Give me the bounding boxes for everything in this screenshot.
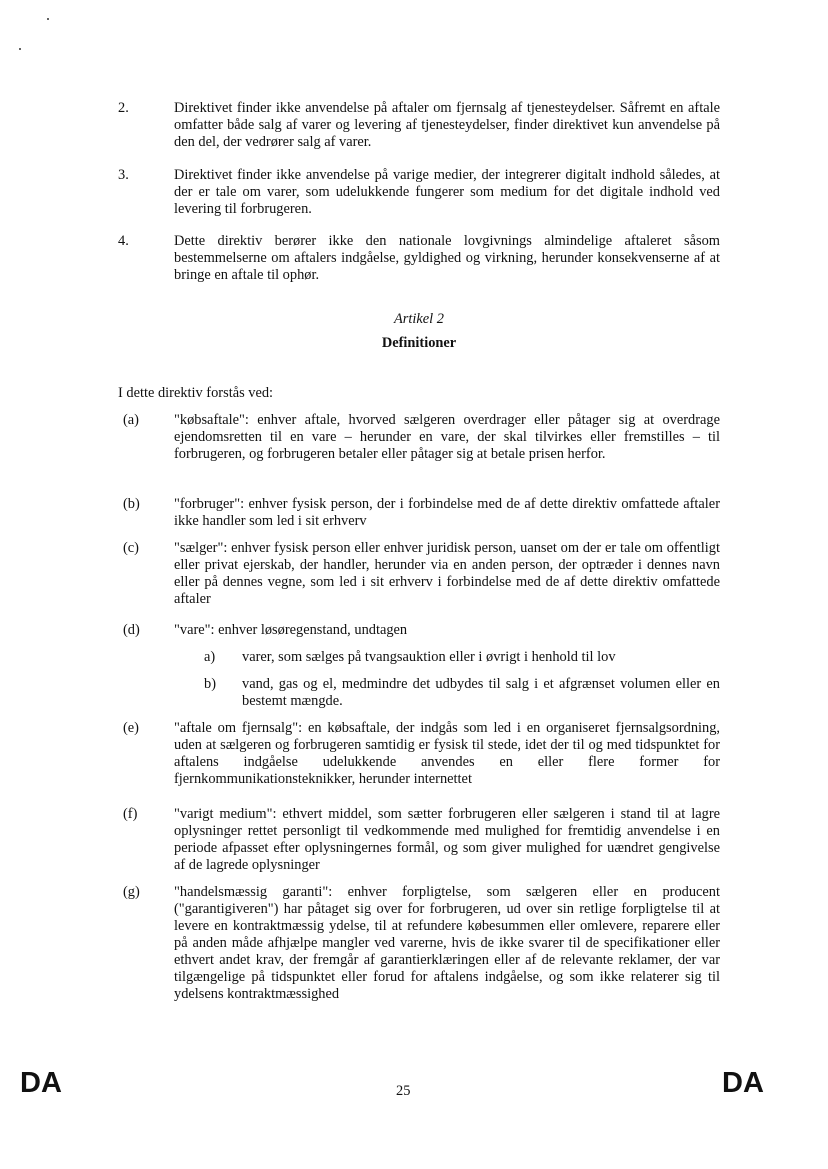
scan-speck (47, 18, 49, 20)
subitem-letter: b) (204, 676, 216, 692)
definition-letter: (g) (123, 884, 140, 900)
subitem-text: vand, gas og el, medmindre det udbydes til salg i et afgrænset volumen eller en bestemt mængde. (242, 676, 720, 709)
definition-text: "sælger": enhver fysisk person eller enhver juridisk person, uanset om der er tale om offentligt eller privat ejerskab, der handler, herunder via en anden person, der optræder i dennes navn eller på dennes vegne, som led i sit erhverv i forbindelse med de af dette direktiv omfattede aftaler (174, 540, 720, 607)
definition-text: "købsaftale": enhver aftale, hvorved sælgeren overdrager eller påtager sig at overdrage ejendomsretten til en vare – herunder en vare, der skal tilvirkes eller fremstilles – til forbrugeren, og forbrugeren betaler eller påtager sig at betale prisen herfor. (174, 412, 720, 462)
language-code-left: DA (20, 1067, 62, 1099)
definition-text: "handelsmæssig garanti": enhver forpligtelse, som sælgeren eller en producent ("garantigiveren") har påtaget sig over for forbrugeren, ud over sin retlige forpligtelse til at levere en kontraktmæssig ydelse, til at refundere købesummen eller omlevere, reparere eller på anden måde afhjælpe mangler ved varerne, hvis de ikke svarer til de specifikationer eller ethvert andet krav, der fremgår af garantierklæringen eller af de relevante reklamer, der var tilgængelige på tidspunktet eller forud for aftalens indgåelse, og som ikke relaterer sig til ydelsens kontraktmæssighed (174, 884, 720, 1002)
article-title: Artikel 2 (394, 311, 444, 327)
definition-text: "vare": enhver løsøregenstand, undtagen (174, 622, 408, 638)
paragraph-number: 2. (118, 100, 129, 116)
paragraph-number: 4. (118, 233, 129, 249)
definition-letter: (a) (123, 412, 139, 428)
page-number: 25 (396, 1083, 411, 1099)
definition-letter: (b) (123, 496, 140, 512)
paragraph-text: Direktivet finder ikke anvendelse på varige medier, der integrerer digitalt indhold således, at der er tale om varer, som udelukkende fungerer som medium for det digitale indhold ved levering til forbrugeren. (174, 167, 720, 217)
definition-text: "varigt medium": ethvert middel, som sætter forbrugeren eller sælgeren i stand til at lagre oplysninger rettet personligt til vedkommende med mulighed for fremtidig anvendelse i en periode afpasset efter oplysningernes formål, og som giver mulighed for uændret gengivelse af de lagrede oplysninger (174, 806, 720, 873)
definition-letter: (e) (123, 720, 139, 736)
definition-text: "aftale om fjernsalg": en købsaftale, der indgås som led i en organiseret fjernsalgsordning, uden at sælgeren og forbrugeren samtidig er fysisk til stede, idet der til og med tidspunktet for aftalens indgåelse udelukkende anvendes en eller flere former for fjernkommunikationsteknikker, herunder internettet (174, 720, 720, 787)
definition-letter: (f) (123, 806, 138, 822)
scan-speck (19, 48, 21, 50)
article-heading: Definitioner (381, 335, 457, 351)
definitions-intro: I dette direktiv forstås ved: (118, 385, 274, 401)
paragraph-text: Direktivet finder ikke anvendelse på aftaler om fjernsalg af tjenesteydelser. Såfremt en aftale omfatter både salg af varer og levering af tjenesteydelser, finder direktivet kun anvendelse på den del, der vedrører salg af varer. (174, 100, 720, 150)
language-code-right: DA (722, 1067, 764, 1099)
paragraph-text: Dette direktiv berører ikke den nationale lovgivnings almindelige aftaleret såsom bestemmelserne om aftalers indgåelse, gyldighed og virkning, herunder konsekvenserne af at bringe en aftale til ophør. (174, 233, 720, 283)
definition-letter: (c) (123, 540, 139, 556)
paragraph-number: 3. (118, 167, 129, 183)
definition-text: "forbruger": enhver fysisk person, der i forbindelse med de af dette direktiv omfattede aftaler ikke handler som led i sit erhverv (174, 496, 720, 529)
definition-letter: (d) (123, 622, 140, 638)
subitem-text: varer, som sælges på tvangsauktion eller i øvrigt i henhold til lov (242, 649, 616, 665)
subitem-letter: a) (204, 649, 216, 665)
